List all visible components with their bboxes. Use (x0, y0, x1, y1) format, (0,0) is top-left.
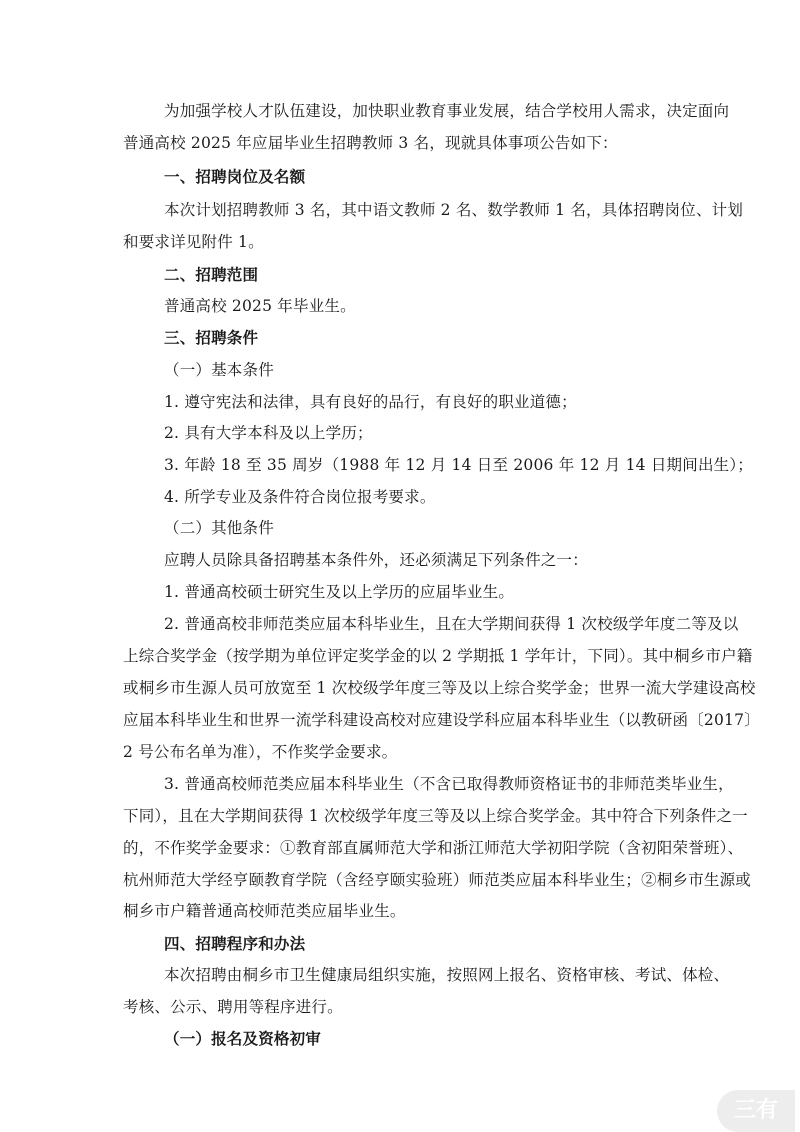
condition-item-3: 3. 年龄 18 至 35 周岁（1988 年 12 月 14 日至 2006 年 12 月 14 日期间出生）； (164, 456, 754, 474)
subheading-registration: （一）报名及资格初审 (164, 1029, 322, 1048)
watermark-logo: 三有 (717, 1090, 795, 1132)
paragraph-positions-line2: 和要求详见附件 1。 (123, 233, 264, 251)
other-condition-2-line2: 上综合奖学金（按学期为单位评定奖学金的以 2 学期抵 1 学年计，下同）。其中桐乡市户籍 (123, 647, 753, 665)
condition-item-1: 1. 遵守宪法和法律，具有良好的品行，有良好的职业道德； (164, 393, 577, 411)
other-condition-2-line5: 2 号公布名单为准），不作奖学金要求。 (123, 743, 398, 761)
paragraph-intro-line1: 为加强学校人才队伍建设，加快职业教育事业发展，结合学校用人需求，决定面向 (164, 102, 730, 120)
condition-item-4: 4. 所学专业及条件符合岗位报考要求。 (164, 488, 436, 506)
subheading-basic-conditions: （一）基本条件 (164, 361, 274, 379)
other-condition-3-line4: 杭州师范大学经亨颐教育学院（含经亨颐实验班）师范类应届本科毕业生；②桐乡市生源或 (123, 871, 752, 889)
heading-positions: 一、招聘岗位及名额 (164, 167, 306, 186)
subheading-other-conditions: （二）其他条件 (164, 519, 274, 537)
paragraph-procedure-line1: 本次招聘由桐乡市卫生健康局组织实施，按照网上报名、资格审核、考试、体检、 (164, 966, 730, 984)
heading-procedure: 四、招聘程序和办法 (164, 934, 306, 953)
paragraph-procedure-line2: 考核、公示、聘用等程序进行。 (123, 998, 343, 1016)
other-condition-2-line4: 应届本科毕业生和世界一流学科建设高校对应建设学科应届本科毕业生（以教研函〔2017〕 (123, 711, 760, 729)
other-condition-3-line3: 的，不作奖学金要求：①教育部直属师范大学和浙江师范大学初阳学院（含初阳荣誉班）、 (123, 839, 744, 857)
condition-item-2: 2. 具有大学本科及以上学历； (164, 424, 373, 442)
other-condition-1: 1. 普通高校硕士研究生及以上学历的应届毕业生。 (164, 583, 515, 601)
heading-scope: 二、招聘范围 (164, 265, 259, 284)
paragraph-scope: 普通高校 2025 年毕业生。 (164, 297, 356, 315)
other-condition-2-line1: 2. 普通高校非师范类应届本科毕业生，且在大学期间获得 1 次校级学年度二等及以 (164, 615, 739, 633)
other-condition-2-line3: 或桐乡市生源人员可放宽至 1 次校级学年度三等及以上综合奖学金；世界一流大学建设高校 (123, 679, 756, 697)
paragraph-intro-line2: 普通高校 2025 年应届毕业生招聘教师 3 名，现就具体事项公告如下： (123, 134, 618, 152)
other-condition-3-line5: 桐乡市户籍普通高校师范类应届毕业生。 (123, 902, 406, 920)
paragraph-positions-line1: 本次计划招聘教师 3 名，其中语文教师 2 名、数学教师 1 名，具体招聘岗位、计划 (164, 201, 744, 219)
other-condition-3-line2: 下同），且在大学期间获得 1 次校级学年度三等及以上综合奖学金。其中符合下列条件之一 (123, 807, 748, 825)
paragraph-other-conditions: 应聘人员除具备招聘基本条件外，还必须满足下列条件之一： (164, 551, 588, 569)
other-condition-3-line1: 3. 普通高校师范类应届本科毕业生（不含已取得教师资格证书的非师范类毕业生， (164, 775, 734, 793)
heading-conditions: 三、招聘条件 (164, 328, 259, 347)
